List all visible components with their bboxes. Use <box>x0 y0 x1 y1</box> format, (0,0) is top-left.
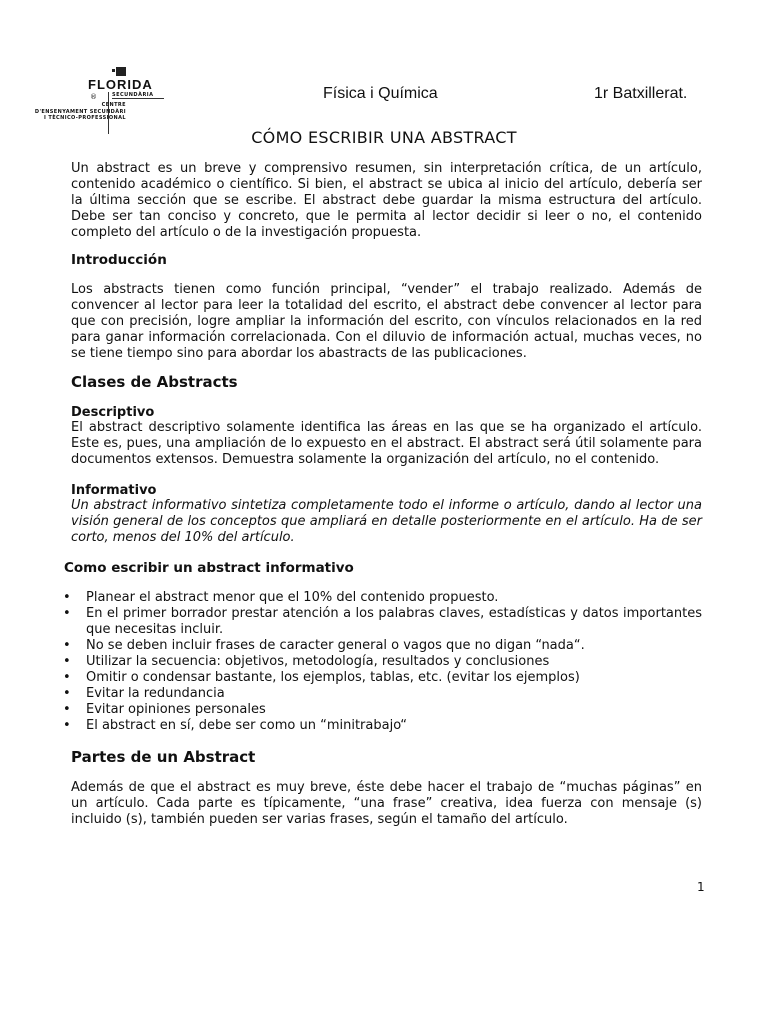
list-item: • Evitar la redundancia <box>63 686 702 702</box>
logo-mark-icon <box>116 67 126 76</box>
partes-heading: Partes de un Abstract <box>71 748 256 766</box>
logo-brand: FLORIDA <box>88 77 153 92</box>
introduccion-paragraph: Los abstracts tienen como función principal, “vender” el trabajo realizado. Además de convencer al lector para leer la totalidad del escrito, el abstract debe convencer al lector para que con precisión, logre ampliar la información del escrito, con vínculos relacionados en la red para ganar información correlacionada. Con el diluvio de información actual, muchas veces, no se tiene tiempo sino para abordar los abastracts de las publicaciones. <box>71 282 702 361</box>
logo-subtitle: SECUNDÀRIA <box>112 92 154 98</box>
clases-heading: Clases de Abstracts <box>71 373 238 391</box>
descriptivo-heading: Descriptivo <box>71 405 155 420</box>
list-item: • En el primer borrador prestar atención a los palabras claves, estadísticas y datos importantes que necesitas incluir. <box>63 606 702 638</box>
school-logo <box>28 62 178 132</box>
logo-centre-text <box>35 102 126 122</box>
partes-paragraph: Además de que el abstract es muy breve, éste debe hacer el trabajo de “muchas páginas” en un artículo. Cada parte es típicamente, “una frase” creativa, idea fuerza con mensaje (s) incluido (s), también pueden ser varias frases, según el tamaño del artículo. <box>71 780 702 827</box>
list-item: • Evitar opiniones personales <box>63 702 702 718</box>
list-item: • No se deben incluir frases de caracter general o vagos que no digan “nada“. <box>63 638 702 654</box>
logo-registered-mark: ® <box>90 93 97 101</box>
intro-paragraph: Un abstract es un breve y comprensivo resumen, sin interpretación crítica, de un artículo, contenido académico o científico. Si bien, el abstract se ubica al inicio del artículo, debería ser la última sección que se escribe. El abstract debe guardar la misma estructura del artículo. Debe ser tan conciso y concreto, que le permita al lector decidir si leer o no, el contenido completo del artículo o de la investigación propuesta. <box>71 161 702 240</box>
document-body <box>64 161 702 828</box>
logo-centre-line: I TÈCNICO-PROFESSIONAL <box>44 115 126 121</box>
como-escribir-heading: Como escribir un abstract informativo <box>64 560 354 576</box>
logo-centre-line: D'ENSENYAMENT SECUNDÀRI <box>34 108 126 115</box>
tips-list <box>63 590 702 734</box>
page-number: 1 <box>697 880 705 894</box>
list-item: • El abstract en sí, debe ser como un “minitrabajo“ <box>63 718 702 734</box>
document-title: CÓMO ESCRIBIR UNA ABSTRACT <box>251 128 517 147</box>
list-item: • Omitir o condensar bastante, los ejemplos, tablas, etc. (evitar los ejemplos) <box>63 670 702 686</box>
informativo-heading: Informativo <box>71 483 157 498</box>
header-course: 1r Batxillerat. <box>594 85 688 102</box>
logo-subtitle-underline <box>112 98 164 99</box>
list-item: • Planear el abstract menor que el 10% del contenido propuesto. <box>63 590 702 606</box>
introduccion-heading: Introducción <box>71 252 167 268</box>
informativo-paragraph: Un abstract informativo sintetiza completamente todo el informe o artículo, dando al lector una visión general de los conceptos que ampliará en detalle posteriormente en el artículo. Ha de ser corto, menos del 10% del artículo. <box>71 498 702 545</box>
descriptivo-paragraph: El abstract descriptivo solamente identifica las áreas en las que se ha organizado el artículo. Este es, pues, una ampliación de lo expuesto en el abstract. El abstract será útil solamente para documentos extensos. Demuestra solamente la organización del artículo, no el contenido. <box>71 420 702 467</box>
header-subject: Física i Química <box>323 85 438 102</box>
list-item: • Utilizar la secuencia: objetivos, metodología, resultados y conclusiones <box>63 654 702 670</box>
logo-centre-line: CENTRE <box>101 102 126 108</box>
